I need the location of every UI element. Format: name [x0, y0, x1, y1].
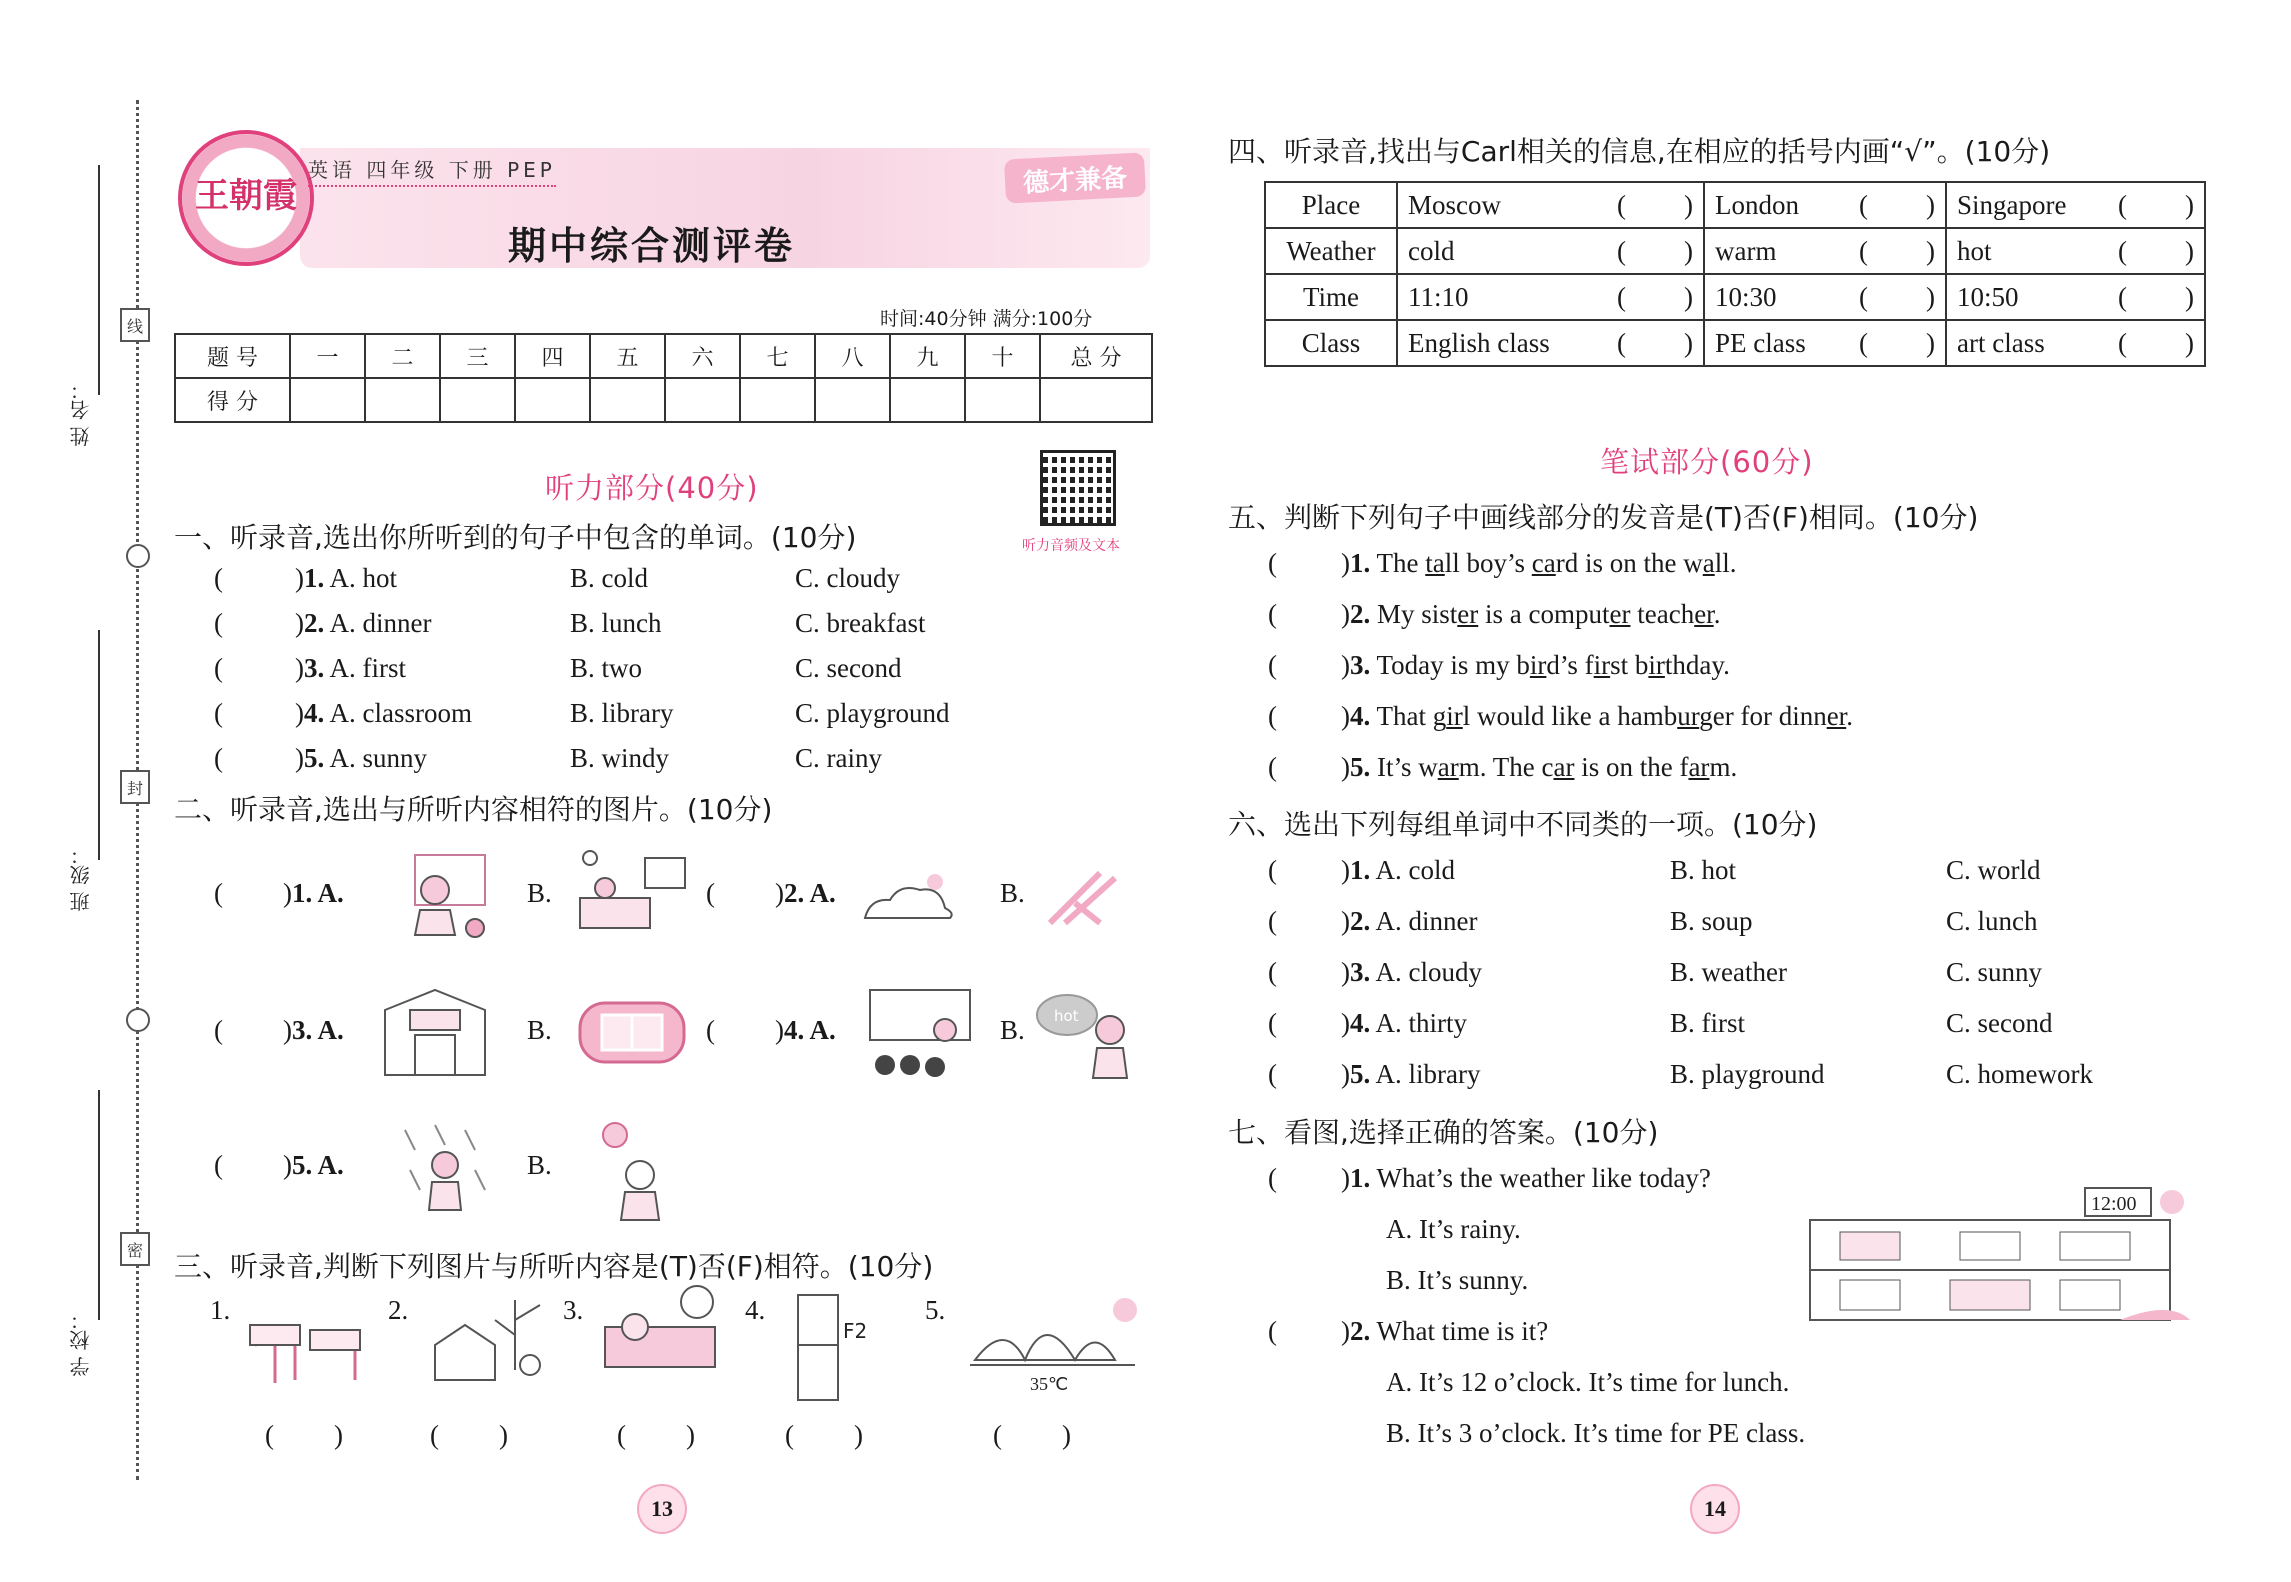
playground-picture — [577, 1000, 687, 1065]
check-box[interactable]: ( ) — [2118, 281, 2194, 312]
score-cell[interactable] — [1040, 378, 1152, 422]
item-number: 3. — [563, 1295, 584, 1325]
option-b: B. hot — [1670, 855, 1737, 885]
binding-mark-line: 线 — [120, 308, 150, 342]
score-cell[interactable] — [665, 378, 740, 422]
page-number-right: 14 — [1690, 1484, 1740, 1534]
list-item: ( )3. A. — [214, 1015, 344, 1045]
clock-display: 12:00 — [2091, 1193, 2137, 1215]
check-box[interactable]: ( ) — [2118, 327, 2194, 358]
option-c: C. breakfast — [795, 608, 926, 638]
answer-blank[interactable]: ( ) — [265, 1420, 343, 1450]
library-picture — [375, 985, 495, 1080]
option-c: C. second — [1946, 1008, 2053, 1038]
option-b: B. weather — [1670, 957, 1787, 987]
list-item: ( )5. It’s warm. The car is on the farm. — [1268, 752, 1738, 782]
score-cell[interactable] — [365, 378, 440, 422]
name-label: 姓 名： — [69, 380, 93, 447]
option-b: B. soup — [1670, 906, 1753, 936]
cloudy-sun-picture — [860, 868, 960, 928]
list-item: ( )5. A. library — [1268, 1059, 1481, 1089]
list-item: ( )1. A. hot — [214, 563, 398, 593]
q2-option-b: B. It’s 3 o’clock. It’s time for PE class. — [1386, 1418, 1806, 1448]
brand-logo — [178, 130, 314, 266]
bedtime-picture — [595, 1282, 730, 1382]
list-item: ( )4. A. classroom — [214, 698, 472, 728]
opera-house-picture — [965, 1290, 1145, 1400]
score-cell[interactable] — [440, 378, 515, 422]
answer-blank[interactable]: ( ) — [430, 1420, 508, 1450]
option-c: C. homework — [1946, 1059, 2093, 1089]
option-b: B. — [527, 878, 552, 908]
temperature: 35℃ — [1030, 1374, 1069, 1394]
section-4-title: 四、听录音,找出与Carl相关的信息,在相应的括号内画“√”。(10分) — [1228, 135, 2051, 168]
rainy-boy-picture — [395, 1120, 495, 1215]
classroom-picture — [860, 985, 980, 1080]
list-item: ( )1. A. — [214, 878, 344, 908]
carl-table: Place Moscow ( ) London ( ) Singapore ( ) Weather cold ( ) warm ( ) hot ( ) Time 11:10 ( ) 10:30 ( ) 10:50 ( ) Class English class ( ) PE class ( ) art class ( ) — [1264, 181, 2206, 367]
section-5-title: 五、判断下列句子中画线部分的发音是(T)否(F)相同。(10分) — [1228, 501, 1979, 534]
list-item: ( )3. A. cloudy — [1268, 957, 1482, 987]
listening-title: 听力部分(40分) — [545, 471, 759, 505]
check-box[interactable]: ( ) — [1617, 189, 1693, 220]
option-b: B. lunch — [570, 608, 662, 638]
list-item: ( )4. That girl would like a hamburger for dinner. — [1268, 701, 1853, 731]
question-1: ( )1. What’s the weather like today? — [1268, 1163, 1711, 1193]
desks-picture — [245, 1305, 365, 1385]
check-box[interactable]: ( ) — [2118, 189, 2194, 220]
check-box[interactable]: ( ) — [1617, 327, 1693, 358]
binding-mark-seal: 封 — [120, 770, 150, 804]
qr-code[interactable] — [1040, 450, 1116, 526]
class-label: 班 级： — [69, 845, 93, 912]
check-box[interactable]: ( ) — [1617, 281, 1693, 312]
answer-blank[interactable]: ( ) — [617, 1420, 695, 1450]
winter-house-picture — [420, 1290, 560, 1385]
list-item: ( )3. A. first — [214, 653, 407, 683]
hot-bubble-picture — [1035, 990, 1135, 1080]
q2-option-a: A. It’s 12 o’clock. It’s time for lunch. — [1386, 1367, 1790, 1397]
item-number: 5. — [925, 1295, 946, 1325]
list-item: ( )1. The tall boy’s card is on the wall. — [1268, 548, 1737, 578]
item-number: 2. — [388, 1295, 409, 1325]
list-item: ( )2. A. — [706, 878, 836, 908]
binding-hole — [126, 544, 150, 568]
option-b: B. — [527, 1015, 552, 1045]
score-cell[interactable] — [740, 378, 815, 422]
bubble-text: hot — [1054, 1007, 1079, 1025]
score-cell[interactable] — [515, 378, 590, 422]
check-box[interactable]: ( ) — [1859, 235, 1935, 266]
list-item: ( )5. A. — [214, 1150, 344, 1180]
section-6-title: 六、选出下列每组单词中不同类的一项。(10分) — [1228, 808, 1818, 841]
section-3-title: 三、听录音,判断下列图片与所听内容是(T)否(F)相符。(10分) — [174, 1250, 934, 1283]
answer-blank[interactable]: ( ) — [785, 1420, 863, 1450]
score-cell[interactable] — [815, 378, 890, 422]
option-c: C. rainy — [795, 743, 882, 773]
school-label: 学 校： — [69, 1310, 93, 1377]
q1-option-b: B. It’s sunny. — [1386, 1265, 1529, 1295]
option-b: B. two — [570, 653, 643, 683]
windy-picture — [1040, 868, 1120, 928]
option-c: C. sunny — [1946, 957, 2043, 987]
answer-blank[interactable]: ( ) — [993, 1420, 1071, 1450]
check-box[interactable]: ( ) — [1859, 281, 1935, 312]
list-item: ( )2. My sister is a computer teacher. — [1268, 599, 1721, 629]
list-item: ( )3. Today is my bird’s first birthday. — [1268, 650, 1730, 680]
bedroom-picture — [570, 848, 690, 938]
score-cell[interactable] — [890, 378, 965, 422]
writing-title: 笔试部分(60分) — [1600, 445, 1814, 479]
check-box[interactable]: ( ) — [2118, 235, 2194, 266]
series-info: 英语 四年级 下册 PEP — [308, 154, 556, 187]
binding-hole — [126, 1008, 150, 1032]
list-item: ( )2. A. dinner — [1268, 906, 1478, 936]
page-title: 期中综合测评卷 — [508, 224, 796, 268]
score-cell[interactable] — [965, 378, 1040, 422]
option-b: B. — [527, 1150, 552, 1180]
option-b: B. windy — [570, 743, 670, 773]
option-b: B. cold — [570, 563, 648, 593]
item-number: 4. — [745, 1295, 766, 1325]
section-1-title: 一、听录音,选出你所听到的句子中包含的单词。(10分) — [174, 521, 857, 554]
list-item: ( )4. A. — [706, 1015, 836, 1045]
option-c: C. playground — [795, 698, 950, 728]
list-item: ( )1. A. cold — [1268, 855, 1455, 885]
item-number: 1. — [210, 1295, 231, 1325]
floor-picture — [793, 1290, 888, 1405]
list-item: ( )5. A. sunny — [214, 743, 428, 773]
score-cell[interactable] — [590, 378, 665, 422]
name-blank — [98, 165, 100, 395]
option-c: C. second — [795, 653, 902, 683]
q1-option-a: A. It’s rainy. — [1386, 1214, 1521, 1244]
qr-caption: 听力音频及文本 — [1022, 538, 1120, 554]
logo-text: 王朝霞 — [195, 176, 297, 216]
option-c: C. lunch — [1946, 906, 2038, 936]
school-building-picture — [1780, 1180, 2200, 1340]
option-c: C. cloudy — [795, 563, 900, 593]
check-box[interactable]: ( ) — [1859, 327, 1935, 358]
option-b: B. — [1000, 878, 1025, 908]
motto-badge: 德才兼备 — [1004, 152, 1146, 203]
floor-label: F2 — [843, 1319, 868, 1343]
option-c: C. world — [1946, 855, 2041, 885]
list-item: ( )4. A. thirty — [1268, 1008, 1468, 1038]
section-7-title: 七、看图,选择正确的答案。(10分) — [1228, 1116, 1659, 1149]
page-number-left: 13 — [637, 1484, 687, 1534]
score-cell[interactable] — [290, 378, 365, 422]
sunny-boy-picture — [595, 1120, 675, 1225]
girl-with-ball-picture — [385, 850, 495, 940]
option-b: B. playground — [1670, 1059, 1825, 1089]
binding-mark-secret: 密 — [120, 1232, 150, 1266]
section-2-title: 二、听录音,选出与所听内容相符的图片。(10分) — [174, 793, 773, 826]
option-b: B. — [1000, 1015, 1025, 1045]
option-b: B. first — [1670, 1008, 1746, 1038]
check-box[interactable]: ( ) — [1859, 189, 1935, 220]
check-box[interactable]: ( ) — [1617, 235, 1693, 266]
question-2: ( )2. What time is it? — [1268, 1316, 1549, 1346]
option-b: B. library — [570, 698, 674, 728]
school-blank — [98, 1090, 100, 1320]
score-table: 题 号 一 二 三 四 五 六 七 八 九 十 总 分 得 分 — [174, 333, 1153, 423]
time-info: 时间:40分钟 满分:100分 — [880, 308, 1093, 330]
list-item: ( )2. A. dinner — [214, 608, 432, 638]
class-blank — [98, 630, 100, 860]
